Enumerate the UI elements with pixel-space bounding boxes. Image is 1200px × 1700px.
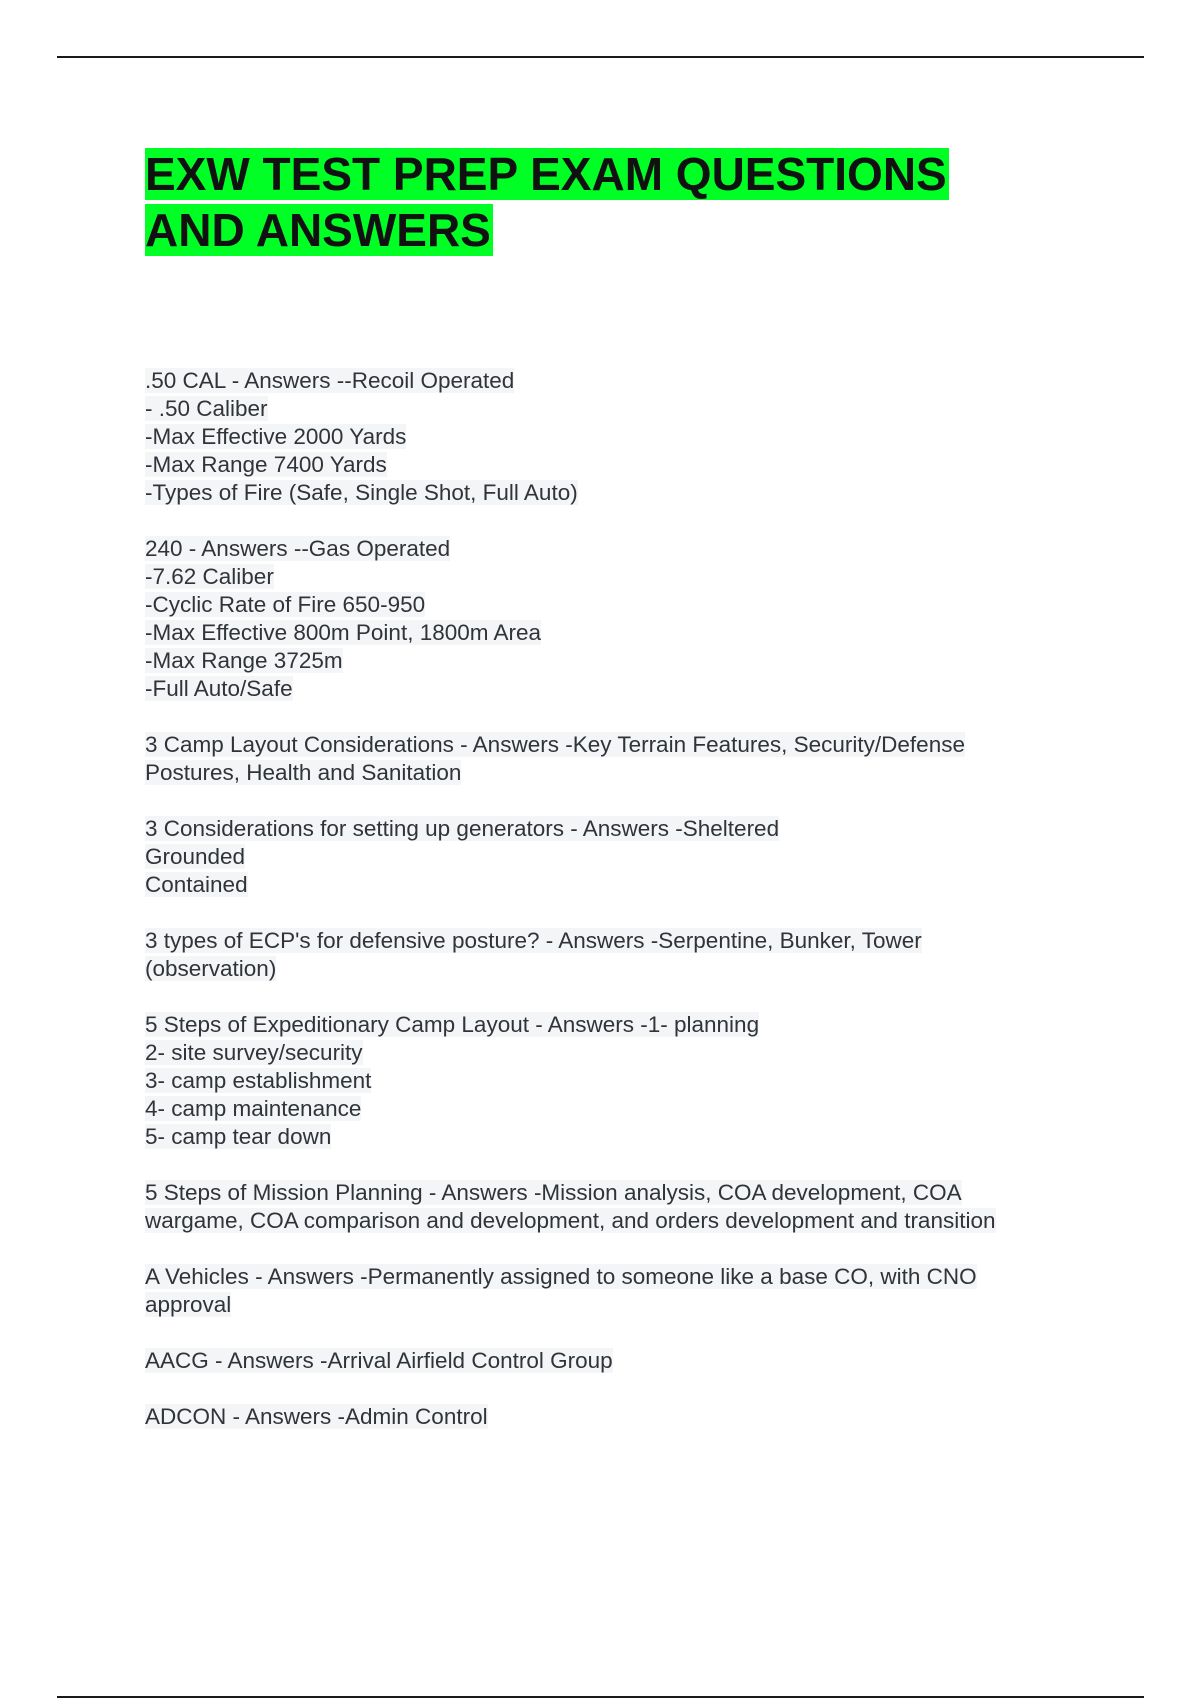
qa-line [145, 1263, 1095, 1291]
qa-line [145, 1347, 1095, 1375]
qa-entry [145, 815, 1095, 899]
qa-entry [145, 535, 1095, 703]
qa-line [145, 1039, 1095, 1067]
qa-line [145, 423, 1095, 451]
qa-line-text: 3 types of ECP's for defensive posture? - Answers -Serpentine, Bunker, Tower [145, 928, 922, 953]
qa-entry [145, 731, 1095, 787]
qa-line [145, 535, 1095, 563]
qa-entry [145, 1403, 1095, 1431]
qa-entry [145, 927, 1095, 983]
qa-line-text: .50 CAL - Answers --Recoil Operated [145, 368, 515, 393]
qa-line [145, 1095, 1095, 1123]
qa-line [145, 591, 1095, 619]
qa-line-text: wargame, COA comparison and development, and orders development and transition [145, 1208, 996, 1233]
title-line-2: AND ANSWERS [145, 204, 491, 256]
qa-line-text: ADCON - Answers -Admin Control [145, 1404, 488, 1429]
qa-line-text: AACG - Answers -Arrival Airfield Control Group [145, 1348, 613, 1373]
bottom-page-rule [57, 1696, 1144, 1698]
qa-line [145, 815, 1095, 843]
qa-line [145, 1123, 1095, 1151]
document-title [145, 146, 1065, 258]
qa-line-text: -Max Range 3725m [145, 648, 343, 673]
qa-line [145, 927, 1095, 955]
qa-line [145, 367, 1095, 395]
qa-line-text: -Full Auto/Safe [145, 676, 293, 701]
qa-line [145, 871, 1095, 899]
question-answer-list [145, 367, 1095, 1459]
top-page-rule [57, 56, 1144, 58]
qa-line-text: -Types of Fire (Safe, Single Shot, Full Auto) [145, 480, 578, 505]
qa-line [145, 675, 1095, 703]
qa-line [145, 1291, 1095, 1319]
qa-line-text: 5 Steps of Mission Planning - Answers -Mission analysis, COA development, COA [145, 1180, 962, 1205]
qa-line-text: 2- site survey/security [145, 1040, 363, 1065]
qa-line [145, 619, 1095, 647]
qa-line-text: 5- camp tear down [145, 1124, 332, 1149]
qa-line-text: approval [145, 1292, 232, 1317]
qa-line-text: Contained [145, 872, 248, 897]
qa-entry [145, 1179, 1095, 1235]
qa-entry [145, 367, 1095, 507]
qa-line-text: 3- camp establishment [145, 1068, 372, 1093]
qa-line-text: -Max Effective 2000 Yards [145, 424, 407, 449]
qa-line [145, 1179, 1095, 1207]
qa-line-text: 5 Steps of Expeditionary Camp Layout - Answers -1- planning [145, 1012, 760, 1037]
qa-line-text: -Max Range 7400 Yards [145, 452, 387, 477]
qa-entry [145, 1263, 1095, 1319]
qa-line [145, 1207, 1095, 1235]
qa-line [145, 395, 1095, 423]
qa-line-text: (observation) [145, 956, 277, 981]
qa-line [145, 647, 1095, 675]
qa-line [145, 479, 1095, 507]
qa-line-text: - .50 Caliber [145, 396, 268, 421]
title-line-1: EXW TEST PREP EXAM QUESTIONS [145, 148, 947, 200]
qa-line-text: 240 - Answers --Gas Operated [145, 536, 451, 561]
qa-entry [145, 1011, 1095, 1151]
qa-line [145, 731, 1095, 759]
qa-line [145, 1067, 1095, 1095]
qa-entry [145, 1347, 1095, 1375]
qa-line [145, 1011, 1095, 1039]
qa-line-text: Postures, Health and Sanitation [145, 760, 462, 785]
qa-line [145, 843, 1095, 871]
qa-line [145, 563, 1095, 591]
qa-line-text: 3 Considerations for setting up generators - Answers -Sheltered [145, 816, 780, 841]
qa-line-text: Grounded [145, 844, 246, 869]
qa-line [145, 759, 1095, 787]
qa-line [145, 1403, 1095, 1431]
qa-line-text: A Vehicles - Answers -Permanently assigned to someone like a base CO, with CNO [145, 1264, 977, 1289]
qa-line-text: 3 Camp Layout Considerations - Answers -Key Terrain Features, Security/Defense [145, 732, 965, 757]
qa-line-text: 4- camp maintenance [145, 1096, 362, 1121]
qa-line-text: -7.62 Caliber [145, 564, 274, 589]
qa-line-text: -Cyclic Rate of Fire 650-950 [145, 592, 426, 617]
qa-line [145, 955, 1095, 983]
qa-line-text: -Max Effective 800m Point, 1800m Area [145, 620, 542, 645]
qa-line [145, 451, 1095, 479]
